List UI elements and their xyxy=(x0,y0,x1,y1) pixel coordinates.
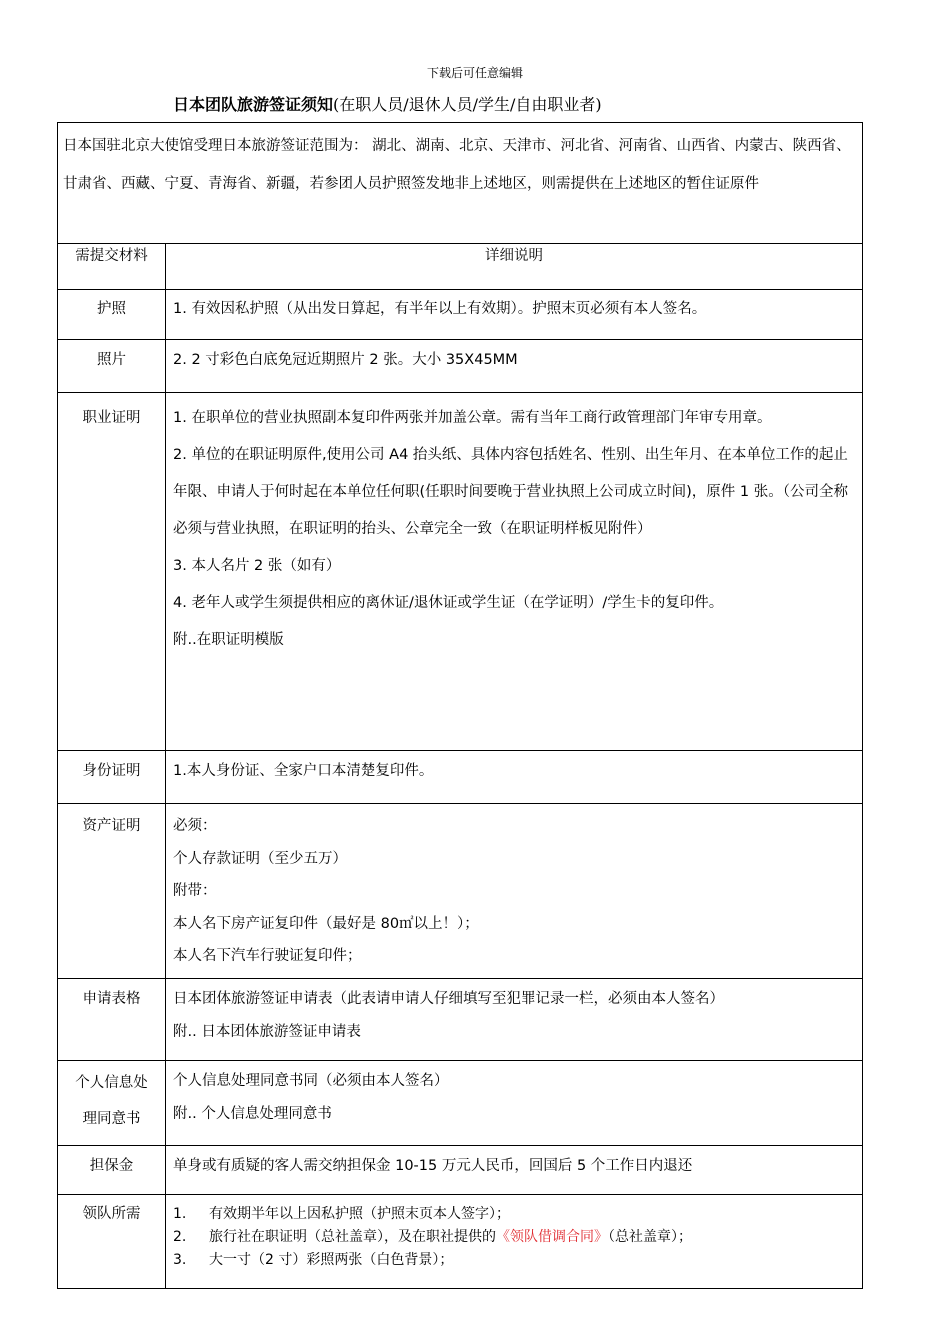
table-row xyxy=(58,751,863,804)
row-detail-tour-leader xyxy=(166,1195,863,1289)
table-row xyxy=(58,1195,863,1289)
form-line-2: 附.. 日本团体旅游签证申请表 xyxy=(173,1024,361,1040)
row-label-assets: 资产证明 xyxy=(58,804,166,979)
row-label-passport: 护照 xyxy=(58,290,166,340)
table-row xyxy=(58,290,863,340)
employment-item-4: 4. 老年人或学生须提供相应的离休证/退休证或学生证（在学证明）/学生卡的复印件。 xyxy=(173,595,724,611)
row-label-employment: 职业证明 xyxy=(58,393,166,751)
row-detail-identity: 1.本人身份证、全家户口本清楚复印件。 xyxy=(166,751,863,804)
leader-item xyxy=(173,1203,855,1226)
header-materials: 需提交材料 xyxy=(58,244,166,290)
leader-item-number: 2. xyxy=(173,1229,187,1245)
row-label-photo: 照片 xyxy=(58,340,166,393)
privacy-label-line-2: 理同意书 xyxy=(82,1111,141,1127)
title-subtitle: (在职人员/退休人员/学生/自由职业者) xyxy=(333,95,602,114)
title-main: 日本团队旅游签证须知 xyxy=(173,95,334,114)
row-label-tour-leader: 领队所需 xyxy=(58,1195,166,1289)
employment-item-2: 2. 单位的在职证明原件,使用公司 A4 抬头纸、具体内容包括姓名、性别、出生年月、在本单位工作的起止年限、申请人于何时起在本单位任何职(任职时间要晚于营业执照上公司成立时间)，原件 1 张。（公司全称必须与营业执照，在职证明的抬头、公章完全一致（在职证明样板见附件） xyxy=(173,447,849,537)
top-note: 下载后可任意编辑 xyxy=(426,66,523,80)
privacy-label-line-1: 个人信息处 xyxy=(75,1075,148,1091)
table-row xyxy=(58,1146,863,1195)
row-detail-application-form xyxy=(166,979,863,1061)
table-row xyxy=(58,804,863,979)
leader-item-text-end: （总社盖章）； xyxy=(608,1229,692,1245)
employment-item-3: 3. 本人名片 2 张（如有） xyxy=(173,558,341,574)
table-row xyxy=(58,1061,863,1146)
assets-line-4: 本人名下房产证复印件（最好是 80㎡以上！）； xyxy=(173,915,479,932)
leader-contract-highlight: 《领队借调合同》 xyxy=(496,1229,608,1245)
leader-item xyxy=(173,1249,855,1272)
row-detail-photo: 2. 2 寸彩色白底免冠近期照片 2 张。大小 35X45MM xyxy=(166,340,863,393)
leader-item xyxy=(173,1226,855,1249)
assets-line-3: 附带： xyxy=(173,883,217,899)
leader-item-text: 旅行社在职证明（总社盖章），及在职社提供的 xyxy=(209,1229,496,1245)
assets-line-2: 个人存款证明（至少五万） xyxy=(173,850,347,867)
intro-text: 日本国驻北京大使馆受理日本旅游签证范围为： 湖北、湖南、北京、天津市、河北省、河南省、山西省、内蒙古、陕西省、甘肃省、西藏、宁夏、青海省、新疆，若参团人员护照签发地非上述地区，则需提供在上述地区的暂住证原件 xyxy=(58,123,863,244)
document-title xyxy=(173,92,602,115)
row-label-deposit: 担保金 xyxy=(58,1146,166,1195)
header-row xyxy=(58,244,863,290)
leader-item-text: 大一寸（2 寸）彩照两张（白色背景）； xyxy=(209,1252,454,1268)
form-line-1: 日本团体旅游签证申请表（此表请申请人仔细填写至犯罪记录一栏，必须由本人签名） xyxy=(173,991,724,1007)
row-detail-employment xyxy=(166,393,863,751)
intro-row xyxy=(58,123,863,244)
privacy-line-2: 附.. 个人信息处理同意书 xyxy=(173,1106,332,1122)
table-row xyxy=(58,393,863,751)
row-label-identity: 身份证明 xyxy=(58,751,166,804)
row-detail-deposit: 单身或有质疑的客人需交纳担保金 10-15 万元人民币，回国后 5 个工作日内退还 xyxy=(166,1146,863,1195)
assets-line-1: 必须： xyxy=(173,818,217,834)
row-detail-passport: 1. 有效因私护照（从出发日算起，有半年以上有效期）。护照末页必须有本人签名。 xyxy=(166,290,863,340)
row-detail-assets xyxy=(166,804,863,979)
leader-item-number: 3. xyxy=(173,1252,187,1268)
assets-line-5: 本人名下汽车行驶证复印件； xyxy=(173,948,362,964)
header-details: 详细说明 xyxy=(166,244,863,290)
privacy-line-1: 个人信息处理同意书同（必须由本人签名） xyxy=(173,1073,449,1089)
employment-item-1: 1. 在职单位的营业执照副本复印件两张并加盖公章。需有当年工商行政管理部门年审专用章。 xyxy=(173,410,772,426)
leader-item-text: 有效期半年以上因私护照（护照末页本人签字）； xyxy=(209,1206,510,1222)
employment-attachment: 附..在职证明模版 xyxy=(173,632,284,648)
row-detail-privacy-consent xyxy=(166,1061,863,1146)
table-row xyxy=(58,340,863,393)
leader-item-number: 1. xyxy=(173,1206,187,1222)
row-label-application-form: 申请表格 xyxy=(58,979,166,1061)
table-row xyxy=(58,979,863,1061)
requirements-table xyxy=(57,122,863,1289)
row-label-privacy-consent xyxy=(58,1061,166,1146)
